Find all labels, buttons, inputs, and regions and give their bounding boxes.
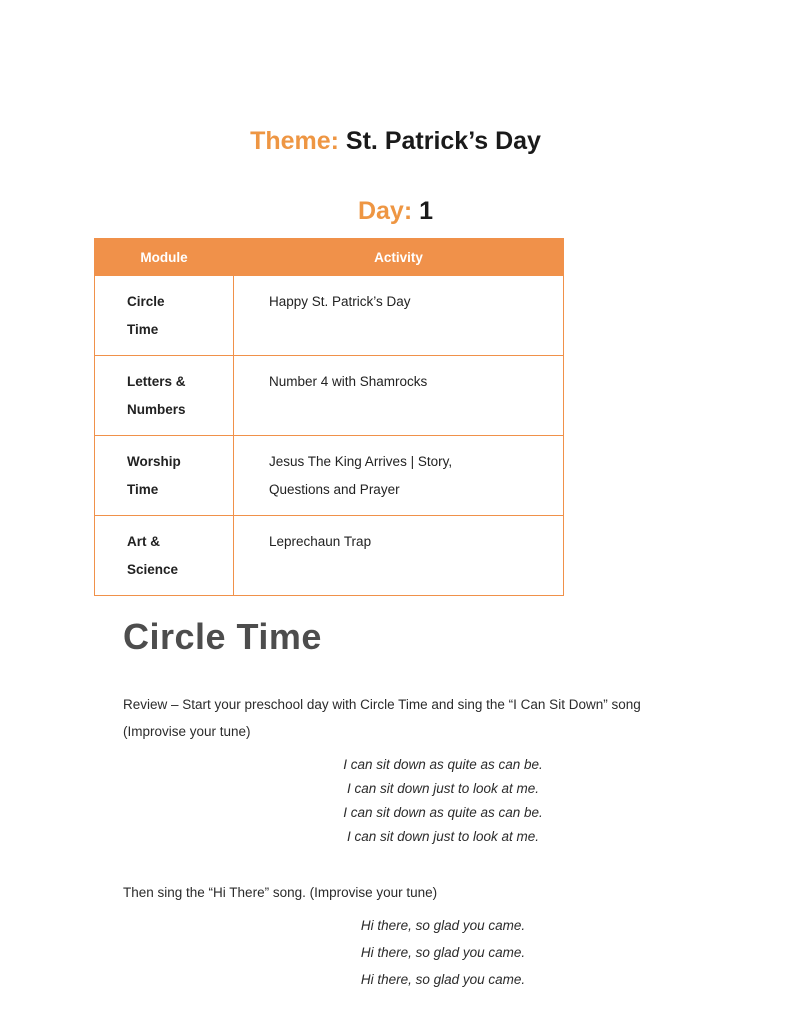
activity-line: [269, 556, 562, 584]
activity-line: Happy St. Patrick’s Day: [269, 294, 411, 309]
sit-down-song-verse: [123, 753, 763, 849]
module-name-line: Circle: [127, 294, 165, 309]
activity-line: Questions and Prayer: [269, 482, 400, 497]
activity-cell: [234, 356, 564, 436]
module-cell: [95, 276, 234, 356]
day-value: 1: [419, 197, 434, 225]
song-line: I can sit down just to look at me.: [346, 781, 540, 796]
song-line: I can sit down as quite as can be.: [343, 805, 543, 820]
activity-line: [269, 396, 562, 424]
song-line: I can sit down as quite as can be.: [343, 757, 543, 772]
song-line: Hi there, so glad you came.: [360, 918, 526, 933]
song-line: Hi there, so glad you came.: [360, 945, 526, 960]
song-line: Hi there, so glad you came.: [360, 972, 526, 987]
review-paragraph-line: Review – Start your preschool day with Circle Time and sing the “I Can Sit Down” song: [123, 697, 641, 712]
table-row: [95, 276, 564, 356]
review-paragraph-line: (Improvise your tune): [123, 724, 251, 739]
module-name-line: Art &: [127, 534, 160, 549]
day-title: [0, 196, 791, 226]
module-name-line: Worship: [127, 454, 181, 469]
activity-cell: [234, 516, 564, 596]
table-row: [95, 356, 564, 436]
module-name-line: Time: [127, 322, 159, 337]
theme-value: St. Patrick’s Day: [345, 127, 541, 155]
module-name-line: Letters &: [127, 374, 186, 389]
then-sing-line: Then sing the “Hi There” song. (Improvise your tune): [123, 885, 438, 900]
schedule-table: [94, 238, 564, 596]
activity-line: Leprechaun Trap: [269, 534, 372, 549]
module-name-line: Science: [127, 562, 179, 577]
activity-cell: [234, 276, 564, 356]
activity-cell: [234, 436, 564, 516]
review-paragraph: [123, 691, 703, 745]
hi-there-song-verse: [123, 912, 763, 993]
module-name-line: Time: [127, 482, 159, 497]
module-cell: [95, 436, 234, 516]
table-row: [95, 436, 564, 516]
module-cell: [95, 516, 234, 596]
activity-line: Number 4 with Shamrocks: [269, 374, 428, 389]
table-header-row: [95, 239, 564, 276]
then-sing-paragraph: [123, 879, 703, 906]
song-line: I can sit down just to look at me.: [346, 829, 540, 844]
activity-line: Jesus The King Arrives | Story,: [269, 454, 453, 469]
header-activity: Activity: [234, 239, 564, 276]
day-label: Day:: [357, 197, 413, 225]
header-module: Module: [95, 239, 234, 276]
module-cell: [95, 356, 234, 436]
theme-label: Theme:: [250, 127, 339, 155]
theme-title: [0, 0, 791, 156]
section-heading: Circle Time: [123, 616, 322, 657]
module-name-line: Numbers: [127, 402, 186, 417]
activity-line: [269, 316, 562, 344]
table-row: [95, 516, 564, 596]
